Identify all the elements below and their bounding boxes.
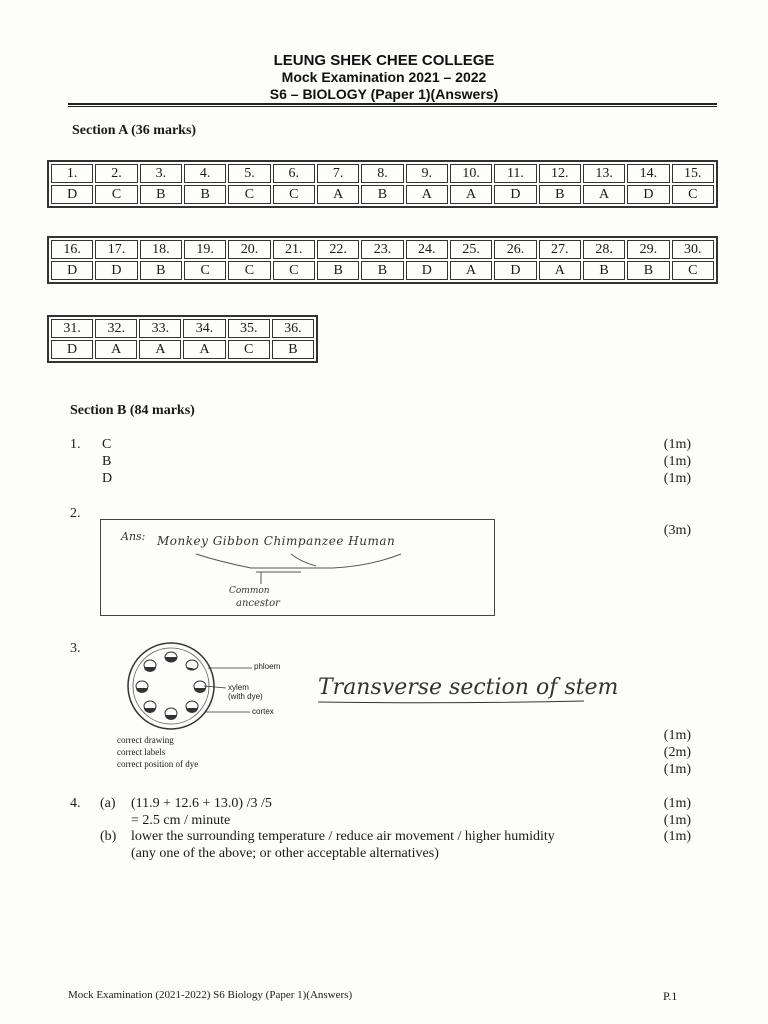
label-phloem: phloem bbox=[254, 662, 281, 671]
question-number-cell: 31. bbox=[51, 319, 93, 338]
answer-cell: A bbox=[183, 340, 225, 359]
answer-cell: B bbox=[361, 185, 403, 204]
question-number-cell: 34. bbox=[183, 319, 225, 338]
question-number-cell: 27. bbox=[539, 240, 581, 259]
answer-row bbox=[51, 261, 714, 280]
question-number-cell: 1. bbox=[51, 164, 93, 183]
answer-cell: A bbox=[450, 261, 492, 280]
question-number-cell: 20. bbox=[228, 240, 270, 259]
hand-species-list: Monkey Gibbon Chimpanzee Human bbox=[157, 534, 396, 548]
answer-cell: D bbox=[494, 261, 536, 280]
answer-cell: B bbox=[539, 185, 581, 204]
question-number-cell: 23. bbox=[361, 240, 403, 259]
q4b-label: (b) bbox=[100, 829, 117, 844]
q1-answer: D bbox=[102, 471, 113, 486]
handwritten-underline bbox=[316, 698, 586, 706]
q4a-line: = 2.5 cm / minute bbox=[131, 813, 231, 828]
q4a-line: (11.9 + 12.6 + 13.0) /3 /5 bbox=[131, 796, 272, 811]
question-number-cell: 30. bbox=[672, 240, 714, 259]
answer-cell: D bbox=[95, 261, 137, 280]
question-number-cell: 9. bbox=[406, 164, 448, 183]
answer-table-2 bbox=[47, 236, 718, 284]
question-number-cell: 33. bbox=[139, 319, 181, 338]
answer-row bbox=[51, 340, 314, 359]
q1-mark: (1m) bbox=[663, 454, 691, 469]
q3-number: 3. bbox=[70, 641, 81, 656]
answer-cell: C bbox=[273, 185, 315, 204]
question-number-cell: 35. bbox=[228, 319, 270, 338]
answer-cell: A bbox=[95, 340, 137, 359]
answer-cell: D bbox=[627, 185, 669, 204]
question-number-cell: 10. bbox=[450, 164, 492, 183]
hand-common: Common bbox=[229, 586, 270, 596]
q4a-label: (a) bbox=[100, 796, 116, 811]
hand-ans-label: Ans: bbox=[121, 530, 146, 543]
question-number-cell: 15. bbox=[672, 164, 714, 183]
answer-cell: B bbox=[627, 261, 669, 280]
answer-cell: B bbox=[272, 340, 314, 359]
hand-ancestor: ancestor bbox=[236, 598, 280, 609]
answer-cell: B bbox=[317, 261, 359, 280]
handwritten-stem-label: Transverse section of stem bbox=[318, 675, 619, 700]
answer-cell: C bbox=[228, 185, 270, 204]
question-number-cell: 26. bbox=[494, 240, 536, 259]
criterion: correct position of dye bbox=[117, 759, 199, 769]
question-number-cell: 21. bbox=[273, 240, 315, 259]
answer-cell: C bbox=[184, 261, 226, 280]
answer-cell: D bbox=[406, 261, 448, 280]
question-number-cell: 24. bbox=[406, 240, 448, 259]
question-number-cell: 29. bbox=[627, 240, 669, 259]
question-number-cell: 7. bbox=[317, 164, 359, 183]
answer-cell: C bbox=[672, 185, 714, 204]
question-number-cell: 11. bbox=[494, 164, 536, 183]
answer-cell: D bbox=[51, 261, 93, 280]
q4b-line: (any one of the above; or other acceptable alternatives) bbox=[131, 846, 439, 861]
question-number-cell: 13. bbox=[583, 164, 625, 183]
question-number-cell: 3. bbox=[140, 164, 182, 183]
answer-cell: C bbox=[95, 185, 137, 204]
question-number-row bbox=[51, 319, 314, 338]
question-number-cell: 16. bbox=[51, 240, 93, 259]
answer-cell: A bbox=[139, 340, 181, 359]
answer-cell: A bbox=[583, 185, 625, 204]
answer-cell: C bbox=[228, 261, 270, 280]
question-number-cell: 32. bbox=[95, 319, 137, 338]
exam-title: Mock Examination 2021 – 2022 bbox=[281, 69, 487, 85]
paper-title: S6 – BIOLOGY (Paper 1)(Answers) bbox=[269, 86, 499, 102]
question-number-cell: 28. bbox=[583, 240, 625, 259]
q4-mark: (1m) bbox=[663, 813, 691, 828]
question-number-cell: 8. bbox=[361, 164, 403, 183]
answer-cell: B bbox=[184, 185, 226, 204]
answer-table-1 bbox=[47, 160, 718, 208]
q1-answer: B bbox=[102, 454, 112, 469]
question-number-row bbox=[51, 240, 714, 259]
answer-cell: D bbox=[51, 185, 93, 204]
school-name: LEUNG SHEK CHEE COLLEGE bbox=[273, 52, 495, 69]
answer-cell: A bbox=[539, 261, 581, 280]
q4-mark: (1m) bbox=[663, 796, 691, 811]
answer-cell: C bbox=[228, 340, 270, 359]
footer-title: Mock Examination (2021-2022) S6 Biology (Paper 1)(Answers) bbox=[68, 989, 353, 1001]
stem-cross-section-diagram bbox=[120, 640, 300, 735]
question-number-cell: 19. bbox=[184, 240, 226, 259]
q3-mark: (1m) bbox=[663, 762, 691, 777]
answer-cell: B bbox=[140, 185, 182, 204]
question-number-row bbox=[51, 164, 714, 183]
answer-cell: C bbox=[273, 261, 315, 280]
q3-mark: (1m) bbox=[663, 728, 691, 743]
answer-table-3 bbox=[47, 315, 318, 363]
q4-number: 4. bbox=[70, 796, 81, 811]
criterion: correct drawing bbox=[117, 735, 174, 745]
cladogram-sketch bbox=[101, 520, 494, 615]
q1-number: 1. bbox=[70, 437, 81, 452]
label-cortex: cortex bbox=[252, 707, 274, 716]
question-number-cell: 5. bbox=[228, 164, 270, 183]
q2-handwritten-answer-box bbox=[100, 519, 495, 616]
section-b-title: Section B (84 marks) bbox=[70, 403, 195, 418]
page-number: P.1 bbox=[663, 989, 678, 1003]
question-number-cell: 14. bbox=[627, 164, 669, 183]
q1-mark: (1m) bbox=[663, 437, 691, 452]
section-a-title: Section A (36 marks) bbox=[72, 123, 197, 138]
header-rule bbox=[68, 103, 717, 105]
q1-answer: C bbox=[102, 437, 112, 452]
q2-number: 2. bbox=[70, 506, 81, 521]
answer-cell: C bbox=[672, 261, 714, 280]
question-number-cell: 6. bbox=[273, 164, 315, 183]
question-number-cell: 12. bbox=[539, 164, 581, 183]
label-xylem: xylem (with dye) bbox=[228, 683, 263, 701]
answer-cell: B bbox=[140, 261, 182, 280]
answer-cell: A bbox=[317, 185, 359, 204]
question-number-cell: 4. bbox=[184, 164, 226, 183]
answer-cell: A bbox=[450, 185, 492, 204]
criterion: correct labels bbox=[117, 747, 166, 757]
answer-cell: B bbox=[583, 261, 625, 280]
q4b-line: lower the surrounding temperature / reduce air movement / higher humidity bbox=[131, 829, 555, 844]
header-rule-thin bbox=[68, 106, 717, 107]
question-number-cell: 18. bbox=[140, 240, 182, 259]
q3-mark: (2m) bbox=[663, 745, 691, 760]
answer-cell: D bbox=[51, 340, 93, 359]
q4-mark: (1m) bbox=[663, 829, 691, 844]
answer-cell: B bbox=[361, 261, 403, 280]
question-number-cell: 17. bbox=[95, 240, 137, 259]
answer-row bbox=[51, 185, 714, 204]
q2-mark: (3m) bbox=[663, 523, 691, 538]
question-number-cell: 25. bbox=[450, 240, 492, 259]
q1-mark: (1m) bbox=[663, 471, 691, 486]
question-number-cell: 36. bbox=[272, 319, 314, 338]
answer-cell: A bbox=[406, 185, 448, 204]
question-number-cell: 2. bbox=[95, 164, 137, 183]
question-number-cell: 22. bbox=[317, 240, 359, 259]
answer-cell: D bbox=[494, 185, 536, 204]
